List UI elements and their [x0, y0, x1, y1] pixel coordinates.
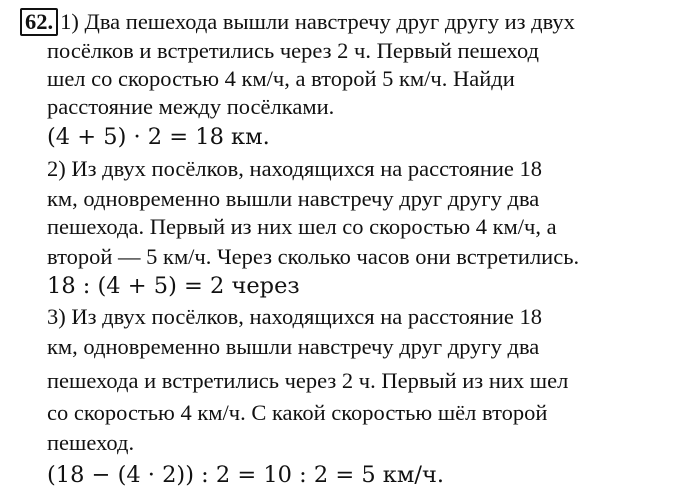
- text-line: расстояние между посёлками.: [47, 94, 335, 119]
- problem-62-line-1: [20, 8, 575, 36]
- text-line: пешехода. Первый из них шел со скоростью 4 км/ч, а: [47, 214, 557, 239]
- solution-3: (18 − (4 · 2)) : 2 = 10 : 2 = 5 км/ч.: [47, 462, 444, 488]
- solution-2: 18 : (4 + 5) = 2 через: [47, 273, 300, 299]
- text-line: посёлков и встретились через 2 ч. Первый пешеход: [47, 38, 539, 63]
- text-line: км, одновременно вышли навстречу друг другу два: [47, 186, 540, 211]
- text-line: со скоростью 4 км/ч. С какой скоростью шёл второй: [47, 400, 548, 425]
- solution-1: (4 + 5) · 2 = 18 км.: [47, 124, 270, 150]
- text-line: пешехода и встретились через 2 ч. Первый из них шел: [47, 368, 569, 393]
- problem-number-badge: 62.: [20, 8, 58, 36]
- text-line: 3) Из двух посёлков, находящихся на расстояние 18: [47, 304, 543, 329]
- text-line: 1) Два пешехода вышли навстречу друг другу из двух: [60, 9, 575, 34]
- text-line: пешеход.: [47, 430, 135, 455]
- text-line: шел со скоростью 4 км/ч, а второй 5 км/ч. Найди: [47, 66, 515, 91]
- text-line: 2) Из двух посёлков, находящихся на расстояние 18: [47, 156, 543, 181]
- text-line: км, одновременно вышли навстречу друг другу два: [47, 334, 540, 359]
- text-line: второй — 5 км/ч. Через сколько часов они встретились.: [47, 244, 580, 269]
